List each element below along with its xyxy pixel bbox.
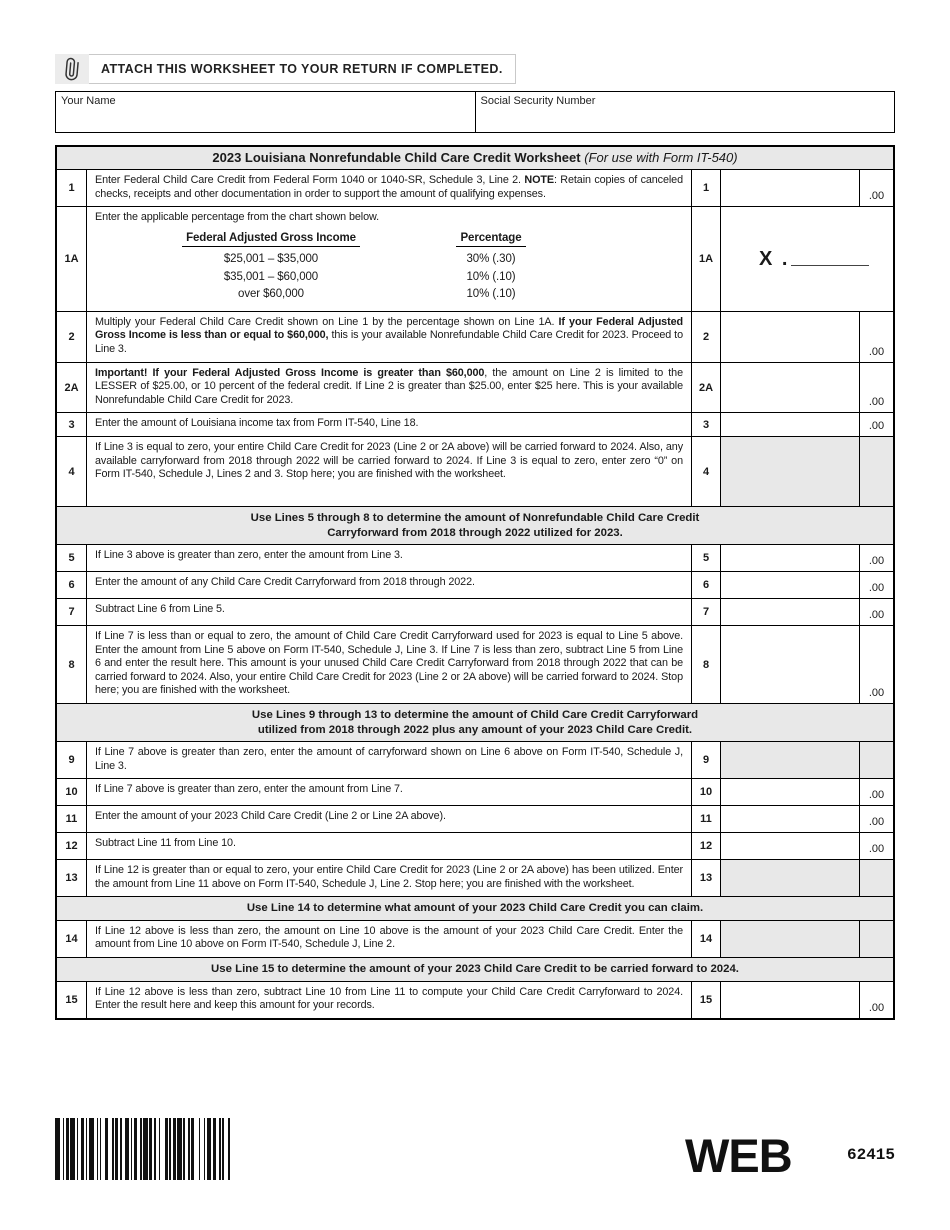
line-number-left: 14: [57, 921, 87, 957]
multiplier-prefix: X .: [759, 247, 790, 270]
line-1A-description: Enter the applicable percentage from the chart shown below. Federal Adjusted Gross Income Percentage $25,001 – $35,000 30% (.30) $35,001 – $60,000 10% (.10) over $60,000 10% (.10): [87, 207, 691, 311]
worksheet-row-7: [57, 599, 893, 626]
line-number-right: 6: [691, 572, 721, 598]
line-number-right: 4: [691, 437, 721, 506]
line-1-amount-input[interactable]: [721, 170, 859, 206]
line-3-amount-box[interactable]: [721, 413, 893, 436]
cents-suffix: .00: [859, 545, 893, 571]
cents-suffix: .00: [859, 413, 893, 436]
line-number-left: 3: [57, 413, 87, 436]
worksheet-row-1A: [57, 207, 893, 312]
agi-chart-row: [121, 269, 683, 287]
line-8-description: If Line 7 is less than or equal to zero, the amount of Child Care Credit Carryforward used for 2023 is equal to Line 5 above. Enter the amount from Line 5 above on Form IT-540, Schedule J, Line 3. If Line 7 is less than zero, subtract Line 5 from Line 6 and enter the result here. This amount is your unused Child Care Credit Carryforward from 2018 through 2022 that can be carried forward to 2024. Also, your entire Child Care Credit for 2023 (Line 2 or 2A above) will be carried forward to 2024. Stop here; you are finished with the worksheet.: [95, 630, 683, 697]
line-15-amount-box[interactable]: [721, 982, 893, 1018]
line-10-description: If Line 7 above is greater than zero, enter the amount from Line 7.: [95, 783, 403, 796]
ssn-label: Social Security Number: [480, 95, 596, 107]
line-10-amount-box[interactable]: [721, 779, 893, 805]
line-number-left: 1A: [57, 207, 87, 311]
worksheet-row-12: [57, 833, 893, 860]
worksheet-table: [55, 145, 895, 1020]
line-14-amount-input: [721, 921, 859, 957]
section-header: [57, 507, 893, 545]
form-number: 62415: [846, 1146, 895, 1164]
line-number-left: 15: [57, 982, 87, 1018]
line-number-right: 2: [691, 312, 721, 362]
worksheet-row-1: [57, 170, 893, 207]
line-4-amount-input: [721, 437, 859, 506]
cents-suffix: .00: [859, 806, 893, 832]
line-11-amount-box[interactable]: [721, 806, 893, 832]
line-number-right: 10: [691, 779, 721, 805]
line-2-amount-input[interactable]: [721, 312, 859, 362]
line-4-description: If Line 3 is equal to zero, your entire Child Care Credit for 2023 (Line 2 or 2A above) will be carried forward to 2024. Also, any available carryforward from 2018 through 2022 will be carried forward to 2024. If Line 3 is equal to zero, enter zero “0” on Form IT-540, Schedule J, Lines 2 and 3. Stop here; you are finished with the worksheet.: [95, 441, 683, 481]
line-2-amount-box[interactable]: [721, 312, 893, 362]
line-number-right: 11: [691, 806, 721, 832]
attach-banner: [55, 54, 895, 84]
barcode: [55, 1118, 233, 1180]
cents-suffix: .00: [859, 572, 893, 598]
line-number-left: 8: [57, 626, 87, 703]
agi-chart-row: [121, 251, 683, 269]
worksheet-row-8: [57, 626, 893, 704]
line-number-right: 9: [691, 742, 721, 778]
cents-suffix: [859, 860, 893, 896]
percentage-value: 10% (.10): [466, 270, 516, 283]
ssn-field[interactable]: [475, 92, 895, 132]
line-1A-percentage-input[interactable]: [791, 252, 869, 266]
line-12-amount-box[interactable]: [721, 833, 893, 859]
line-14-description: If Line 12 above is less than zero, the amount on Line 10 above is the amount of your 2023 Child Care Credit. Enter the amount from Line 10 above on Form IT-540, Schedule J, Line 2.: [95, 924, 683, 951]
line-number-left: 13: [57, 860, 87, 896]
line-number-right: 12: [691, 833, 721, 859]
worksheet-row-4: [57, 437, 893, 507]
line-number-left: 4: [57, 437, 87, 506]
line-number-right: 1: [691, 170, 721, 206]
worksheet-title-main: 2023 Louisiana Nonrefundable Child Care Credit Worksheet: [212, 150, 581, 165]
line-5-amount-input[interactable]: [721, 545, 859, 571]
line-number-right: 15: [691, 982, 721, 1018]
line-number-left: 2A: [57, 363, 87, 413]
line-number-right: 3: [691, 413, 721, 436]
worksheet-row-15: [57, 982, 893, 1018]
your-name-label: Your Name: [61, 95, 116, 107]
section-header: [57, 704, 893, 742]
line-number-left: 12: [57, 833, 87, 859]
line-8-amount-box[interactable]: [721, 626, 893, 703]
line-1-amount-box[interactable]: [721, 170, 893, 206]
line-number-left: 6: [57, 572, 87, 598]
cents-suffix: .00: [859, 599, 893, 625]
line-2-description: Multiply your Federal Child Care Credit shown on Line 1 by the percentage shown on Line 1A. If your Federal Adjusted Gross Income is less than or equal to $60,000, this is your available Nonrefundable Child Care Credit for 2023. Proceed to Line 3.: [95, 315, 683, 356]
line-1-description: Enter Federal Child Care Credit from Federal Form 1040 or 1040-SR, Schedule 3, Line 2. NOTE: Retain copies of canceled checks, receipts and other documentation in order to support the amount of qualifying expenses.: [95, 174, 683, 200]
cents-suffix: .00: [859, 312, 893, 362]
line-number-left: 10: [57, 779, 87, 805]
agi-column-header: Federal Adjusted Gross Income: [121, 232, 421, 248]
agi-chart-row: [121, 286, 683, 304]
cents-suffix: .00: [859, 363, 893, 413]
page-footer: [55, 1118, 895, 1182]
section-header: [57, 897, 893, 921]
cents-suffix: .00: [859, 833, 893, 859]
section-header: [57, 958, 893, 982]
agi-range-value: over $60,000: [238, 288, 304, 301]
line-5-amount-box[interactable]: [721, 545, 893, 571]
line-1A-multiplier-box[interactable]: [721, 207, 893, 311]
line-number-right: 1A: [691, 207, 721, 311]
line-number-left: 11: [57, 806, 87, 832]
line-number-right: 2A: [691, 363, 721, 413]
cents-suffix: [859, 437, 893, 506]
paperclip-icon: [55, 54, 89, 84]
worksheet-row-13: [57, 860, 893, 897]
line-number-right: 8: [691, 626, 721, 703]
worksheet-row-14: [57, 921, 893, 958]
line-6-description: Enter the amount of any Child Care Credit Carryforward from 2018 through 2022.: [95, 576, 475, 589]
cents-suffix: [859, 921, 893, 957]
cents-suffix: .00: [859, 982, 893, 1018]
line-number-left: 1: [57, 170, 87, 206]
line-13-shaded-box: [721, 860, 893, 896]
line-number-left: 9: [57, 742, 87, 778]
worksheet-rows: [57, 170, 893, 1018]
cents-suffix: .00: [859, 170, 893, 206]
line-number-left: 2: [57, 312, 87, 362]
section-header-line: Use Line 15 to determine the amount of your 2023 Child Care Credit to be carried forward to 2024.: [211, 963, 739, 976]
line-number-right: 14: [691, 921, 721, 957]
line-number-right: 7: [691, 599, 721, 625]
percentage-value: 30% (.30): [466, 253, 516, 266]
worksheet-row-2: [57, 312, 893, 363]
line-4-shaded-box: [721, 437, 893, 506]
line-10-amount-input[interactable]: [721, 779, 859, 805]
section-header-line: Carryforward from 2018 through 2022 utilized for 2023.: [327, 526, 623, 539]
your-name-field[interactable]: [56, 92, 475, 132]
attach-notice-text: ATTACH THIS WORKSHEET TO YOUR RETURN IF COMPLETED.: [89, 54, 516, 84]
line-9-amount-input: [721, 742, 859, 778]
line-9-description: If Line 7 above is greater than zero, enter the amount of carryforward shown on Line 6 above on Form IT-540, Schedule J, Line 3.: [95, 746, 683, 772]
line-5-description: If Line 3 above is greater than zero, enter the amount from Line 3.: [95, 549, 403, 562]
line-number-right: 13: [691, 860, 721, 896]
worksheet-row-3: [57, 413, 893, 437]
worksheet-row-10: [57, 779, 893, 806]
section-header-line: Use Lines 5 through 8 to determine the amount of Nonrefundable Child Care Credit: [250, 512, 700, 525]
agi-chart-header: [121, 232, 683, 248]
section-header-line: utilized from 2018 through 2022 plus any amount of your 2023 Child Care Credit.: [257, 723, 693, 736]
line-3-description: Enter the amount of Louisiana income tax from Form IT-540, Line 18.: [95, 417, 419, 430]
section-header-line: Use Line 14 to determine what amount of your 2023 Child Care Credit you can claim.: [246, 902, 704, 915]
line-15-description: If Line 12 above is less than zero, subtract Line 10 from Line 11 to compute your Child Care Credit Carryforward to 2024. Enter the result here and keep this amount for your records.: [95, 985, 683, 1012]
line-9-shaded-box: [721, 742, 893, 778]
cents-suffix: .00: [859, 626, 893, 703]
worksheet-row-9: [57, 742, 893, 779]
line-6-amount-input[interactable]: [721, 572, 859, 598]
line-7-amount-input[interactable]: [721, 599, 859, 625]
line-11-description: Enter the amount of your 2023 Child Care Credit (Line 2 or Line 2A above).: [95, 810, 446, 823]
line-2A-amount-box[interactable]: [721, 363, 893, 413]
line-14-shaded-box: [721, 921, 893, 957]
line-12-amount-input[interactable]: [721, 833, 859, 859]
taxpayer-id-row: [55, 91, 895, 133]
worksheet-row-5: [57, 545, 893, 572]
web-mark: WEB: [685, 1129, 792, 1182]
line-number-left: 7: [57, 599, 87, 625]
line-15-amount-input[interactable]: [721, 982, 859, 1018]
line-3-amount-input[interactable]: [721, 413, 859, 436]
agi-percentage-chart: [121, 232, 683, 304]
line-8-amount-input[interactable]: [721, 626, 859, 703]
line-2A-description: Important! If your Federal Adjusted Gross Income is greater than $60,000, the amount on Line 2 is limited to the LESSER of $25.00, or 10 percent of the federal credit. If Line 2 is greater than $25.00, enter $25 here. This is your available Nonrefundable Child Care Credit for 2023.: [95, 366, 683, 406]
cents-suffix: .00: [859, 779, 893, 805]
agi-range-value: $35,001 – $60,000: [223, 270, 319, 283]
agi-range-value: $25,001 – $35,000: [223, 253, 319, 266]
line-7-amount-box[interactable]: [721, 599, 893, 625]
line-12-description: Subtract Line 11 from Line 10.: [95, 837, 236, 850]
percentage-value: 10% (.10): [466, 288, 516, 301]
worksheet-row-6: [57, 572, 893, 599]
barcode-gap: [230, 1118, 233, 1180]
section-header-line: Use Lines 9 through 13 to determine the amount of Child Care Credit Carryforward: [251, 709, 699, 721]
line-2A-amount-input[interactable]: [721, 363, 859, 413]
line-13-amount-input: [721, 860, 859, 896]
cents-suffix: [859, 742, 893, 778]
worksheet-row-11: [57, 806, 893, 833]
worksheet-title: [57, 147, 893, 170]
line-6-amount-box[interactable]: [721, 572, 893, 598]
line-number-right: 5: [691, 545, 721, 571]
line-13-description: If Line 12 is greater than or equal to zero, your entire Child Care Credit for 2023 (Line 2 or 2A above) has been utilized. Enter the amount from Line 11 above on Form IT-540, Schedule J, Line 2. Stop here; you are finished with the worksheet.: [95, 864, 683, 890]
line-7-description: Subtract Line 6 from Line 5.: [95, 603, 225, 616]
worksheet-row-2A: [57, 363, 893, 414]
worksheet-title-note: (For use with Form IT-540): [584, 150, 738, 165]
line-11-amount-input[interactable]: [721, 806, 859, 832]
percentage-column-header: Percentage: [421, 232, 561, 248]
line-number-left: 5: [57, 545, 87, 571]
